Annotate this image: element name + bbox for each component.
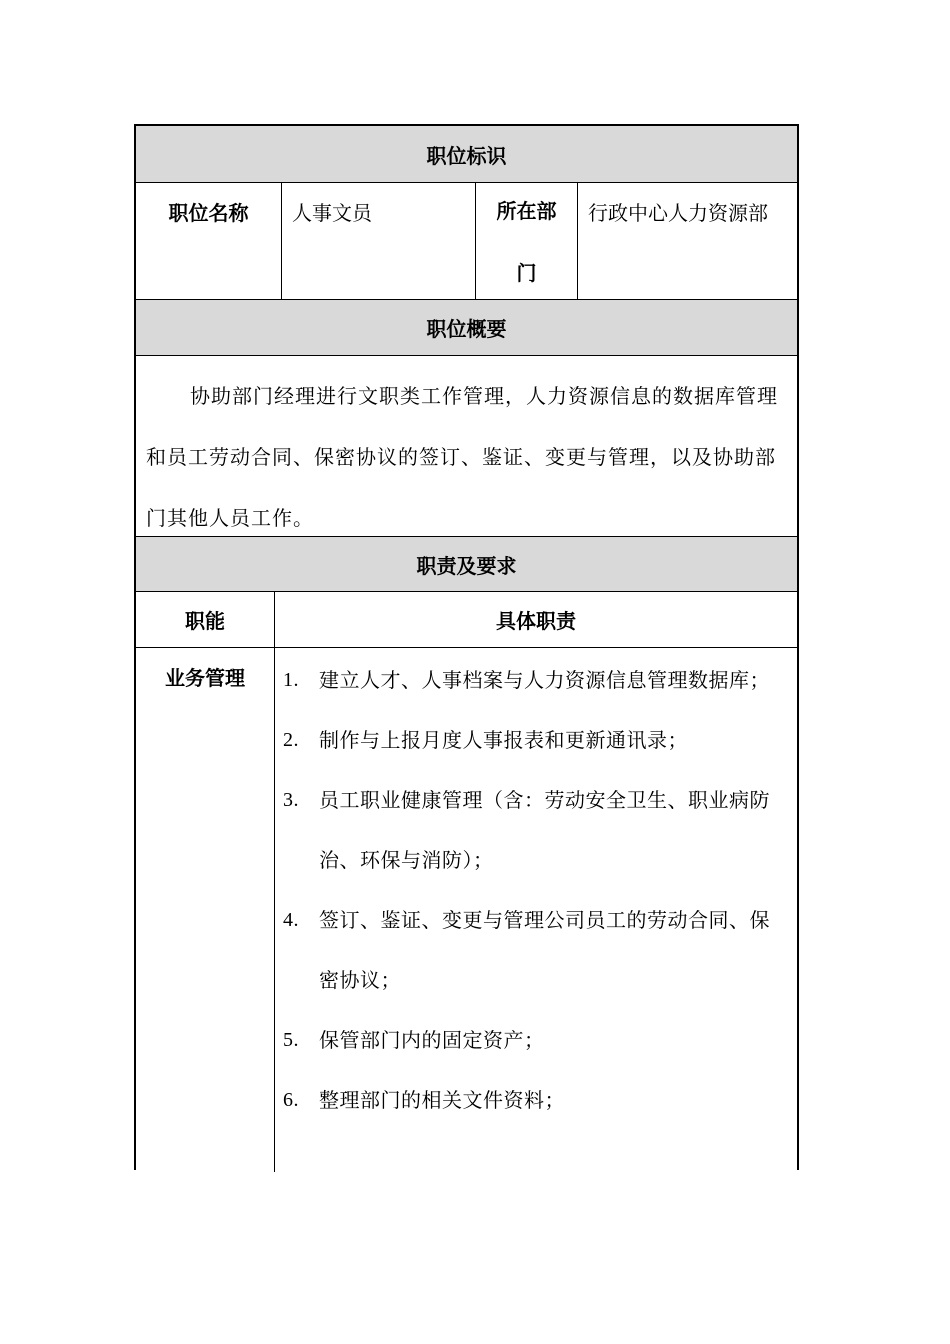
duty-text: 员工职业健康管理（含：劳动安全卫生、职业病防治、环保与消防）； [319,788,770,872]
duty-text: 建立人才、人事档案与人力资源信息管理数据库； [319,668,770,692]
column-header-detail-cell [275,592,797,647]
column-header-detail: 具体职责 [496,609,576,633]
duty-list [283,650,789,1130]
department-label-line1: 所在部 [496,199,557,223]
section-header-identity [136,126,797,183]
section-title-summary: 职位概要 [426,317,507,341]
duty-item [283,890,789,1010]
summary-paragraph: 协助部门经理进行文职类工作管理，人力资源信息的数据库管理和员工劳动合同、保密协议的签订、鉴证、变更与管理，以及协助部门其他人员工作。 [146,384,778,530]
position-name-label: 职位名称 [168,201,249,225]
duty-text: 签订、鉴证、变更与管理公司员工的劳动合同、保密协议； [319,908,770,992]
function-name: 业务管理 [165,666,245,690]
duty-text: 制作与上报月度人事报表和更新通讯录； [319,728,688,752]
identity-row [136,183,797,300]
section-header-summary [136,300,797,356]
duty-item [283,770,789,890]
duty-text: 整理部门的相关文件资料； [319,1088,565,1112]
duty-number: 6. [283,1089,299,1111]
position-name-label-cell [136,183,282,299]
duty-item [283,1070,789,1130]
duty-item [283,710,789,770]
function-name-cell [136,648,275,1172]
duty-details-cell [275,648,797,1172]
section-header-duties [136,537,797,592]
duty-number: 3. [283,789,299,811]
department-value-cell [578,183,797,299]
duties-body-row [136,648,797,1172]
duty-number: 5. [283,1029,299,1051]
duty-number: 1. [283,669,299,691]
job-description-table [134,124,799,1170]
department-value: 行政中心人力资源部 [588,201,768,225]
column-header-function: 职能 [185,609,225,633]
duty-item [283,1010,789,1070]
position-name-value-cell [282,183,476,299]
duty-item [283,650,789,710]
duty-number: 2. [283,729,299,751]
column-header-function-cell [136,592,275,647]
department-label-line2: 门 [516,261,537,285]
department-label-cell [476,183,578,299]
section-title-identity: 职位标识 [426,143,507,168]
position-name-value: 人事文员 [292,201,372,225]
section-title-duties: 职责及要求 [416,553,517,578]
summary-row [136,356,797,537]
duty-number: 4. [283,909,299,931]
duties-column-header-row [136,592,797,648]
duty-text: 保管部门内的固定资产； [319,1028,545,1052]
